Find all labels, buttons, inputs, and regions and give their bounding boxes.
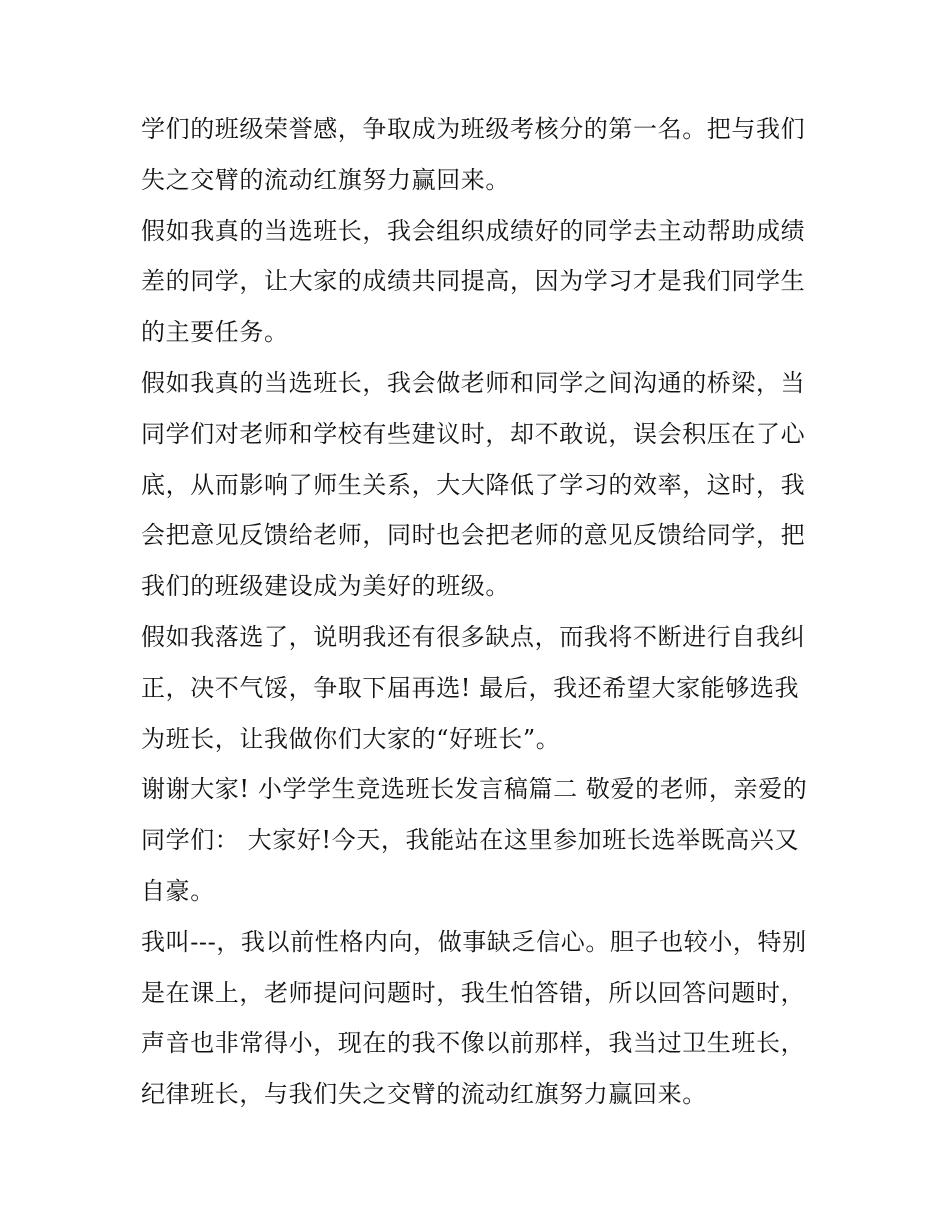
paragraph: 我叫---，我以前性格内向，做事缺乏信心。胆子也较小，特别是在课上，老师提问问题时，我生怕答错，所以回答问题时，声音也非常得小，现在的我不像以前那样，我当过卫生班长，纪律班长，与我们失之交臂的流动红旗努力赢回来。 bbox=[141, 927, 807, 1109]
paragraph: 假如我真的当选班长，我会组织成绩好的同学去主动帮助成绩差的同学，让大家的成绩共同提高，因为学习才是我们同学生的主要任务。 bbox=[141, 216, 806, 347]
document-body bbox=[141, 104, 821, 1120]
paragraph: 假如我落选了，说明我还有很多缺点，而我将不断进行自我纠正，决不气馁，争取下届再选! 最后，我还希望大家能够选我为班长，让我做你们大家的“好班长”。 bbox=[141, 622, 806, 753]
paragraph: 谢谢大家! 小学学生竞选班长发言稿篇二 敬爱的老师，亲爱的同学们： 大家好!今天，我能站在这里参加班长选举既高兴又自豪。 bbox=[141, 775, 808, 905]
paragraph: 假如我真的当选班长，我会做老师和同学之间沟通的桥梁，当同学们对老师和学校有些建议时，却不敢说，误会积压在了心底，从而影响了师生关系，大大降低了学习的效率，这时，我会把意见反馈给老师，同时也会把老师的意见反馈给同学，把我们的班级建设成为美好的班级。 bbox=[141, 368, 806, 601]
paragraph: 学们的班级荣誉感，争取成为班级考核分的第一名。把与我们失之交臂的流动红旗努力赢回来。 bbox=[141, 115, 806, 194]
